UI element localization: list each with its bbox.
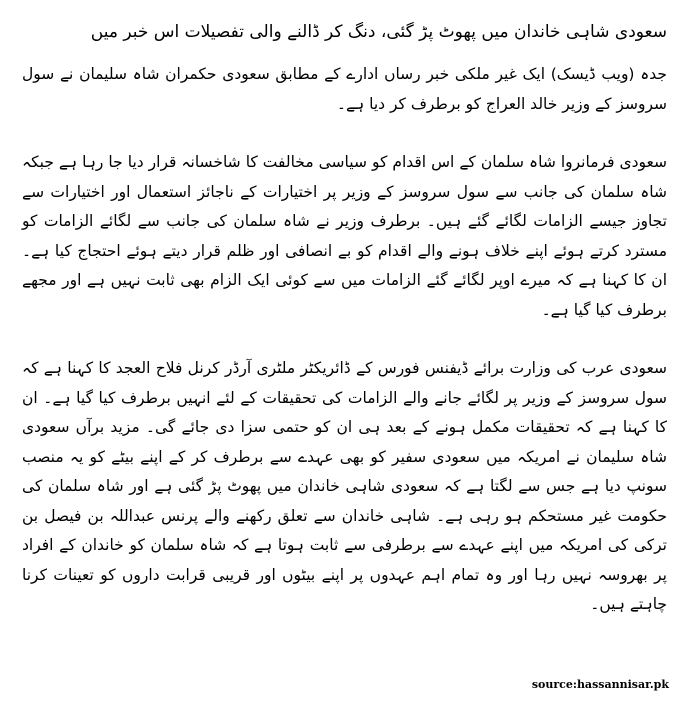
- article-paragraph-3: سعودی عرب کی وزارت برائے ڈیفنس فورس کے ڈائریکٹر ملٹری آرڈر کرنل فلاح العجد کا کہنا ہے کہ سول سروسز کے وزیر پر لگائے جانے والے الزامات کی تحقیقات کے لئے انہیں برطرف کیا گیا ہے۔ ان کا کہنا ہے کہ تحقیقات مکمل ہونے کے بعد ہی ان کو حتمی سزا دی جائے گی۔ مزید برآں سعودی شاہ سلیمان نے امریکہ میں سعودی سفیر کو بھی عہدے سے برطرف کر کے اپنے بیٹے کو یہ منصب سونپ دیا ہے جس سے لگتا ہے کہ سعودی شاہی خاندان میں پھوٹ پڑ گئی ہے اور شاہ سلمان کی حکومت غیر مستحکم ہو رہی ہے۔ شاہی خاندان سے تعلق رکھنے والے پرنس عبداللہ بن فیصل بن ترکی کی امریکہ میں اپنے عہدے سے برطرفی سے ثابت ہوتا ہے کہ شاہ سلمان کو خاندان کے افراد پر بھروسہ نہیں رہا اور وہ تمام اہم عہدوں پر اپنے بیٹوں اور قریبی قرابت داروں کو تعینات کرنا چاہتے ہیں۔: [22, 359, 667, 613]
- article-paragraph-2: سعودی فرمانروا شاہ سلمان کے اس اقدام کو سیاسی مخالفت کا شاخسانہ قرار دیا جا رہا ہے جبکہ شاہ سلمان کی جانب سے سول سروسز کے وزیر پر اختیارات کے ناجائز استعمال اور اختیارات سے تجاوز جیسے الزامات لگائے گئے ہیں۔ برطرف وزیر نے شاہ سلمان کی جانب سے لگائے الزامات کو مسترد کرتے ہوئے اپنے خلاف ہونے والے اقدام کو بے انصافی اور ظلم قرار دیتے ہوئے احتجاج کیا ہے۔ ان کا کہنا ہے کہ میرے اوپر لگائے گئے الزامات میں سے کوئی ایک الزام بھی ثابت نہیں ہے اور مجھے برطرف کیا گیا ہے۔: [22, 153, 667, 319]
- source-credit: source:hassannisar.pk: [531, 678, 669, 691]
- article-paragraph-1: جدہ (ویب ڈیسک) ایک غیر ملکی خبر رساں ادارے کے مطابق سعودی حکمران شاہ سلیمان نے سول سروسز کے وزیر خالد العراج کو برطرف کر دیا ہے۔: [22, 65, 667, 113]
- article-headline: سعودی شاہی خاندان میں پھوٹ پڑ گئی، دنگ کر ڈالنے والی تفصیلات اس خبر میں: [90, 22, 667, 42]
